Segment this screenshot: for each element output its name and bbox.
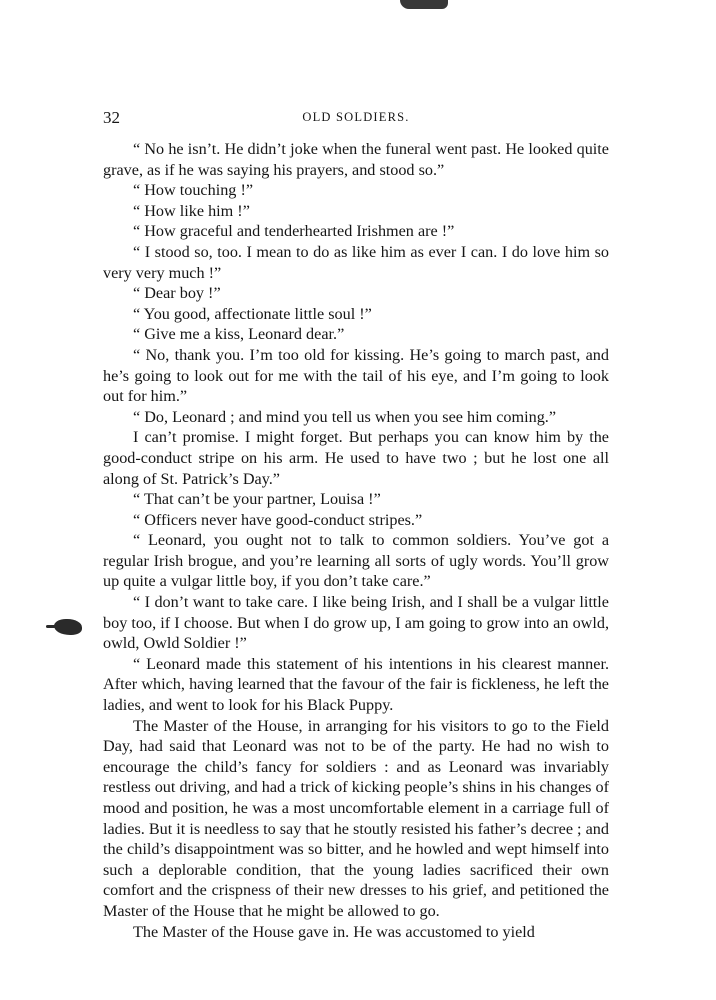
paragraph: “ You good, affectionate little soul !” [133,304,372,323]
paragraph: I can’t promise. I might forget. But perhaps you can know him by the good-conduct stripe on his arm. He used to have two ; but he lost one all along of St. Patrick’s Day.” [103,428,609,488]
paragraph: “ No, thank you. I’m too old for kissing. He’s going to march past, and he’s going to look out for me with the tail of his eye, and I’m going to look out for him.” [103,345,609,406]
paragraph: “ How graceful and tenderhearted Irishmen are !” [133,222,455,241]
paragraph: “ I don’t want to take care. I like being Irish, and I shall be a vulgar little boy too, if I choose. But when I do grow up, I am going to grow into an owld, owld, Owld Soldier !” [103,593,609,653]
page-header [103,108,609,130]
page-number: 32 [103,108,120,127]
paragraph: The Master of the House gave in. He was accustomed to yield [133,922,535,941]
running-title: OLD SOLDIERS. [302,110,410,124]
paragraph: “ Leonard, you ought not to talk to common soldiers. You’ve got a regular Irish brogue, and you’re learning all sorts of ugly words. You’ll grow up quite a vulgar little boy, if you don’t take care.” [103,531,609,591]
paragraph: “ Do, Leonard ; and mind you tell us when you see him coming.” [133,407,557,426]
margin-ink-blot [54,619,82,635]
paragraph: “ How like him !” [133,201,250,220]
paragraph: “ Give me a kiss, Leonard dear.” [133,325,345,344]
paragraph: “ No he isn’t. He didn’t joke when the funeral went past. He looked quite grave, as if he was saying his prayers, and stood so.” [103,140,609,179]
body-text [103,139,609,942]
paragraph: “ Leonard made this statement of his intentions in his clearest manner. After which, having learned that the favour of the fair is fickleness, he left the ladies, and went to look for his Black Puppy. [103,654,609,715]
paragraph: “ How touching !” [133,181,254,200]
paragraph: “ Officers never have good-conduct stripes.” [133,510,423,529]
paragraph: The Master of the House, in arranging for his visitors to go to the Field Day, had said that Leonard was not to be of the party. He had no wish to encourage the child’s fancy for soldiers : and as Leonard was invariably restless out driving, and had a trick of kicking people’s shins in his changes of mood and position, he was a most uncomfortable element in a carriage full of ladies. But it is needless to say that he stoutly resisted his father’s decree ; and the child’s disappointment was so bitter, and he howled and wept himself into such a deplorable condition, that the young ladies sacrificed their own comfort and the crispness of their new dresses to his grief, and petitioned the Master of the House that he might be allowed to go. [103,716,609,920]
paragraph: “ That can’t be your partner, Louisa !” [133,490,381,509]
paragraph: “ Dear boy !” [133,284,221,303]
paragraph: “ I stood so, too. I mean to do as like him as ever I can. I do love him so very very much !” [103,242,609,282]
scan-artifact [400,0,448,9]
